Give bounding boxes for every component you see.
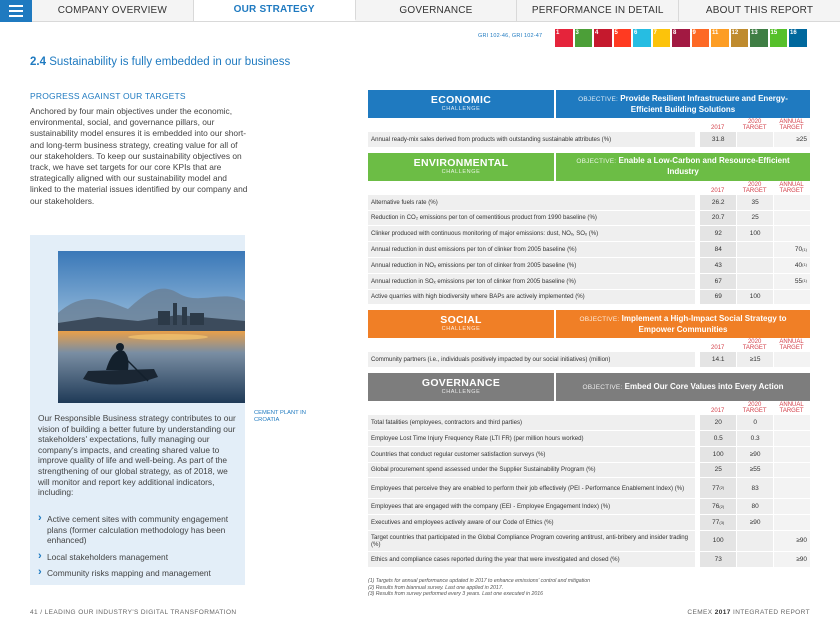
table-row bbox=[368, 431, 810, 447]
tab-about-this-report[interactable]: ABOUT THIS REPORT bbox=[705, 5, 814, 16]
table-row bbox=[368, 211, 810, 227]
subheading-progress: PROGRESS AGAINST OUR TARGETS bbox=[30, 91, 186, 101]
col-2020-target: 2020 TARGET bbox=[742, 119, 767, 131]
column-headers bbox=[368, 338, 810, 352]
value-2017-text: 31.8 bbox=[711, 135, 725, 143]
col-annual-target: ANNUAL TARGET bbox=[779, 339, 804, 352]
value-2017: 76 (2) bbox=[699, 499, 736, 514]
value-2017-text: 69 bbox=[714, 293, 722, 301]
value-annual-target bbox=[773, 447, 810, 462]
value-2017 bbox=[699, 195, 736, 210]
metric-label: Ethics and compliance cases reported during the year that were investigated and closed (%) bbox=[368, 552, 695, 567]
objective-label: OBJECTIVE: bbox=[579, 315, 620, 323]
section-number: 2.4 bbox=[30, 56, 46, 68]
objective-banner bbox=[556, 373, 810, 401]
value-2017-text: 73 bbox=[714, 555, 722, 563]
value-2017 bbox=[699, 463, 736, 478]
top-nav bbox=[0, 0, 840, 22]
col-2017: 2017 bbox=[711, 408, 725, 415]
table-row bbox=[368, 515, 810, 531]
value-2020-target: 83 bbox=[736, 478, 773, 498]
column-headers bbox=[368, 118, 810, 132]
value-2017-text: 26.2 bbox=[711, 198, 725, 206]
value-2017 bbox=[699, 242, 736, 257]
menu-icon[interactable] bbox=[0, 0, 32, 22]
footnotes bbox=[368, 578, 808, 598]
value-annual-text: ≥90 bbox=[796, 537, 808, 545]
metric-label: Total fatalities (employees, contractors and third parties) bbox=[368, 415, 695, 430]
value-2017 bbox=[699, 447, 736, 462]
col-annual-target: ANNUAL TARGET bbox=[779, 402, 804, 415]
value-2017-text: 20 bbox=[714, 419, 722, 427]
value-2017 bbox=[699, 552, 736, 567]
metric-label: Employee Lost Time Injury Frequency Rate (LTI FR) (per million hours worked) bbox=[368, 431, 695, 446]
footnote: (2) Results from biannual survey. Last one applied in 2017. bbox=[368, 584, 504, 591]
value-2017: 77 (3) bbox=[699, 515, 736, 530]
column-headers bbox=[368, 181, 810, 195]
table-row bbox=[368, 352, 810, 368]
section-title: Sustainability is fully embedded in our business bbox=[49, 56, 291, 68]
section-gov bbox=[368, 373, 810, 568]
value-annual-target bbox=[773, 195, 810, 210]
table-row bbox=[368, 478, 810, 499]
intro-paragraph: Anchored by four main objectives under the economic, environmental, social, and governance pillars, our sustainability model ensures it is embedded into our short- and long-term business strategy, creating value for all of our stakeholders. To keep our sustainability objectives on track, we have set targets for our core KPIs that are strategically aligned with our sustainability model and linked to the material issues identified by our company and our stakeholders. bbox=[30, 106, 248, 206]
pillar-name: ECONOMIC bbox=[430, 94, 492, 106]
objective-label: OBJECTIVE: bbox=[582, 383, 623, 391]
table-row bbox=[368, 258, 810, 274]
objective-text: Provide Resilient Infrastructure and Energy-Efficient Building Solutions bbox=[620, 93, 788, 114]
pillar-label bbox=[368, 373, 554, 401]
sdg-3-icon: 3 bbox=[575, 29, 593, 47]
sdg-13-icon: 13 bbox=[750, 29, 768, 47]
footer-page-label: 41 / LEADING OUR INDUSTRY'S DIGITAL TRANSFORMATION bbox=[30, 609, 237, 616]
value-2017 bbox=[699, 290, 736, 305]
value-annual-target bbox=[773, 531, 810, 551]
table-row bbox=[368, 552, 810, 568]
value-annual-target bbox=[773, 415, 810, 430]
value-annual-target bbox=[773, 352, 810, 367]
value-2020-target: 0.3 bbox=[736, 431, 773, 446]
value-annual-target bbox=[773, 499, 810, 514]
table-row bbox=[368, 531, 810, 552]
value-2017-text: 92 bbox=[714, 230, 722, 238]
indicator-list bbox=[38, 514, 238, 585]
value-2017 bbox=[699, 258, 736, 273]
value-2017: 77 (2) bbox=[699, 478, 736, 498]
col-2017: 2017 bbox=[711, 345, 725, 352]
section-header bbox=[368, 153, 810, 181]
value-annual-text: 55 bbox=[794, 277, 803, 285]
value-annual-target bbox=[773, 226, 810, 241]
section-econ bbox=[368, 90, 810, 148]
challenge-label: CHALLENGE bbox=[441, 168, 481, 175]
metric-label: Executives and employees actively aware of our Code of Ethics (%) bbox=[368, 515, 695, 530]
section-header bbox=[368, 310, 810, 338]
list-item: › Local stakeholders management bbox=[38, 552, 238, 563]
table-row bbox=[368, 463, 810, 479]
pillar-label bbox=[368, 90, 554, 118]
pillar-name: ENVIRONMENTAL bbox=[413, 156, 509, 169]
value-2020-target: 80 bbox=[736, 499, 773, 514]
value-2017-text: 20.7 bbox=[711, 214, 725, 222]
value-2017 bbox=[699, 352, 736, 367]
table-row bbox=[368, 195, 810, 211]
metric-label: Clinker produced with continuous monitoring of major emissions: dust, NOₓ, SOₓ (%) bbox=[368, 226, 695, 241]
value-annual-target bbox=[773, 463, 810, 478]
tab-company-overview[interactable]: COMPANY OVERVIEW bbox=[32, 0, 194, 21]
value-2017 bbox=[699, 132, 736, 147]
value-2017-text: 84 bbox=[714, 246, 722, 254]
table-row bbox=[368, 447, 810, 463]
objective-text: Embed Our Core Values into Every Action bbox=[624, 381, 784, 391]
objective-text: Implement a High-Impact Social Strategy to Empower Communities bbox=[621, 313, 787, 334]
table-row bbox=[368, 132, 810, 148]
objective-banner bbox=[556, 310, 810, 338]
value-2017-text: 77 bbox=[712, 484, 720, 492]
value-2020-target bbox=[736, 274, 773, 289]
metric-label: Active quarries with high biodiversity where BAPs are actively implemented (%) bbox=[368, 290, 695, 305]
objective-banner bbox=[556, 153, 810, 181]
pillar-label bbox=[368, 153, 554, 181]
sdg-12-icon: 12 bbox=[731, 29, 749, 47]
tab-performance-in-detail[interactable]: PERFORMANCE IN DETAIL bbox=[517, 0, 679, 21]
col-2017: 2017 bbox=[711, 125, 725, 131]
objective-text: Enable a Low-Carbon and Resource-Efficient Industry bbox=[618, 156, 790, 177]
metric-label: Target countries that participated in the Global Compliance Program covering antitrust, anti-bribery and insider trading (%) bbox=[368, 531, 695, 551]
value-annual-text: 40 bbox=[794, 261, 803, 269]
value-2020-target: 0 bbox=[736, 415, 773, 430]
sdg-6-icon: 6 bbox=[633, 29, 651, 47]
value-2020-target bbox=[736, 552, 773, 567]
value-annual-target bbox=[773, 211, 810, 226]
col-2020-target: 2020 TARGET bbox=[742, 402, 767, 415]
value-2017-text: 100 bbox=[712, 537, 724, 545]
value-2020-target: ≥90 bbox=[736, 515, 773, 530]
value-2020-target bbox=[736, 132, 773, 147]
challenge-label: CHALLENGE bbox=[441, 389, 481, 396]
metric-label: Annual ready-mix sales derived from products with outstanding sustainable attributes (%) bbox=[368, 132, 695, 147]
value-2020-target: ≥15 bbox=[736, 352, 773, 367]
strategy-paragraph: Our Responsible Business strategy contributes to our vision of building a better future by understanding our stakeholders' expectations, fully managing our company's impacts, and creating shared value to improve quality of life and well-being. As part of the strengthening of our global strategy, as of 2018, we will monitor and report key additional indicators, including: bbox=[38, 413, 236, 498]
value-2017-text: 67 bbox=[714, 277, 722, 285]
value-2017-text: 43 bbox=[714, 261, 722, 269]
value-annual-text: 70 bbox=[794, 246, 803, 254]
list-item: › Active cement sites with community engagement plans (former calculation methodology has been enhanced) bbox=[38, 514, 238, 546]
footer-brand: CEMEX bbox=[687, 609, 715, 616]
value-2017 bbox=[699, 431, 736, 446]
value-annual-text: ≥25 bbox=[796, 135, 808, 143]
value-annual-text: ≥90 bbox=[796, 555, 808, 563]
table-row bbox=[368, 415, 810, 431]
value-2017 bbox=[699, 274, 736, 289]
tab-governance[interactable]: GOVERNANCE bbox=[356, 0, 518, 21]
objective-label: OBJECTIVE: bbox=[578, 95, 619, 103]
section-header bbox=[368, 373, 810, 401]
footnote: (1) Targets for annual performance updated in 2017 to enhance emissions' control and mitigation bbox=[368, 578, 590, 584]
photo-caption: CEMENT PLANT IN CROATIA bbox=[254, 410, 306, 423]
metric-label: Countries that conduct regular customer satisfaction surveys (%) bbox=[368, 447, 695, 462]
section-header bbox=[368, 90, 810, 118]
value-2017-text: 0.5 bbox=[713, 434, 723, 442]
value-2017-text: 100 bbox=[712, 450, 724, 458]
value-annual-target: 70 (1) bbox=[773, 242, 810, 257]
value-annual-target: 55 (1) bbox=[773, 274, 810, 289]
metric-label: Alternative fuels rate (%) bbox=[368, 195, 695, 210]
col-annual-target: ANNUAL TARGET bbox=[779, 119, 804, 131]
value-2017 bbox=[699, 531, 736, 551]
value-2020-target: 35 bbox=[736, 195, 773, 210]
tab-our-strategy[interactable]: OUR STRATEGY bbox=[194, 0, 356, 21]
sdg-8-icon: 8 bbox=[672, 29, 690, 47]
challenge-label: CHALLENGE bbox=[441, 326, 481, 333]
metric-label: Annual reduction in dust emissions per ton of clinker from 2005 baseline (%) bbox=[368, 242, 695, 257]
sdg-7-icon: 7 bbox=[653, 29, 671, 47]
value-2020-target bbox=[736, 258, 773, 273]
metric-label: Employees that perceive they are enabled to perform their job effectively (PEI - Performance Enablement Index) (%) bbox=[368, 478, 695, 498]
footer-report: INTEGRATED REPORT bbox=[730, 609, 810, 616]
value-annual-target bbox=[773, 552, 810, 567]
value-2020-target: 25 bbox=[736, 211, 773, 226]
metric-label: Community partners (i.e., individuals positively impacted by our social initiatives) (million) bbox=[368, 352, 695, 367]
pillar-label bbox=[368, 310, 554, 338]
sdg-1-icon: 1 bbox=[555, 29, 573, 47]
table-row bbox=[368, 290, 810, 306]
challenge-label: CHALLENGE bbox=[441, 106, 481, 112]
footer-report-title bbox=[687, 609, 810, 616]
value-2017 bbox=[699, 226, 736, 241]
value-annual-target: 40 (1) bbox=[773, 258, 810, 273]
sdg-5-icon: 5 bbox=[614, 29, 632, 47]
value-annual-target bbox=[773, 431, 810, 446]
value-annual-target bbox=[773, 478, 810, 498]
footnote: (3) Results from survey performed every 3 years. Last one executed in 2016 bbox=[368, 591, 544, 598]
value-2017-text: 77 bbox=[712, 519, 720, 527]
footer-year: 2017 bbox=[714, 609, 731, 616]
value-annual-target bbox=[773, 290, 810, 305]
table-row bbox=[368, 499, 810, 515]
metric-label: Employees that are engaged with the company (EEI - Employee Engagement Index) (%) bbox=[368, 499, 695, 514]
value-2017-text: 76 bbox=[712, 503, 720, 511]
value-2020-target: 100 bbox=[736, 290, 773, 305]
targets-table bbox=[368, 90, 810, 573]
sdg-icons bbox=[555, 29, 807, 47]
table-row bbox=[368, 226, 810, 242]
metric-label: Annual reduction in SOₓ emissions per ton of clinker from 2005 baseline (%) bbox=[368, 274, 695, 289]
value-2017 bbox=[699, 211, 736, 226]
value-2020-target: 100 bbox=[736, 226, 773, 241]
metric-label: Global procurement spend assessed under the Supplier Sustainability Program (%) bbox=[368, 463, 695, 478]
page-title bbox=[30, 56, 290, 68]
section-soc bbox=[368, 310, 810, 368]
table-row bbox=[368, 274, 810, 290]
value-2017-text: 25 bbox=[714, 466, 722, 474]
col-annual-target: ANNUAL TARGET bbox=[779, 181, 804, 194]
objective-label: OBJECTIVE: bbox=[576, 158, 617, 166]
sdg-16-icon: 16 bbox=[789, 29, 807, 47]
table-row bbox=[368, 242, 810, 258]
col-2017: 2017 bbox=[711, 187, 725, 194]
value-2020-target: ≥90 bbox=[736, 447, 773, 462]
objective-banner bbox=[556, 90, 810, 118]
value-2020-target bbox=[736, 242, 773, 257]
value-2017-text: 14.1 bbox=[711, 356, 725, 364]
sdg-11-icon: 11 bbox=[711, 29, 729, 47]
value-2017 bbox=[699, 415, 736, 430]
value-annual-target bbox=[773, 132, 810, 147]
value-2020-target: ≥55 bbox=[736, 463, 773, 478]
col-2020-target: 2020 TARGET bbox=[742, 181, 767, 194]
column-headers bbox=[368, 401, 810, 415]
cement-plant-photo bbox=[58, 251, 245, 403]
gri-reference: GRI 102-46, GRI 102-47 bbox=[478, 33, 543, 39]
value-annual-target bbox=[773, 515, 810, 530]
pillar-name: GOVERNANCE bbox=[421, 377, 501, 390]
metric-label: Reduction in CO₂ emissions per ton of cementitious product from 1990 baseline (%) bbox=[368, 211, 695, 226]
metric-label: Annual reduction in NOₓ emissions per ton of clinker from 2005 baseline (%) bbox=[368, 258, 695, 273]
sdg-4-icon: 4 bbox=[594, 29, 612, 47]
sdg-15-icon: 15 bbox=[770, 29, 788, 47]
section-env bbox=[368, 153, 810, 306]
value-2020-target bbox=[736, 531, 773, 551]
col-2020-target: 2020 TARGET bbox=[742, 339, 767, 352]
sdg-9-icon: 9 bbox=[692, 29, 710, 47]
pillar-name: SOCIAL bbox=[440, 314, 482, 327]
list-item: › Community risks mapping and management bbox=[38, 568, 238, 579]
